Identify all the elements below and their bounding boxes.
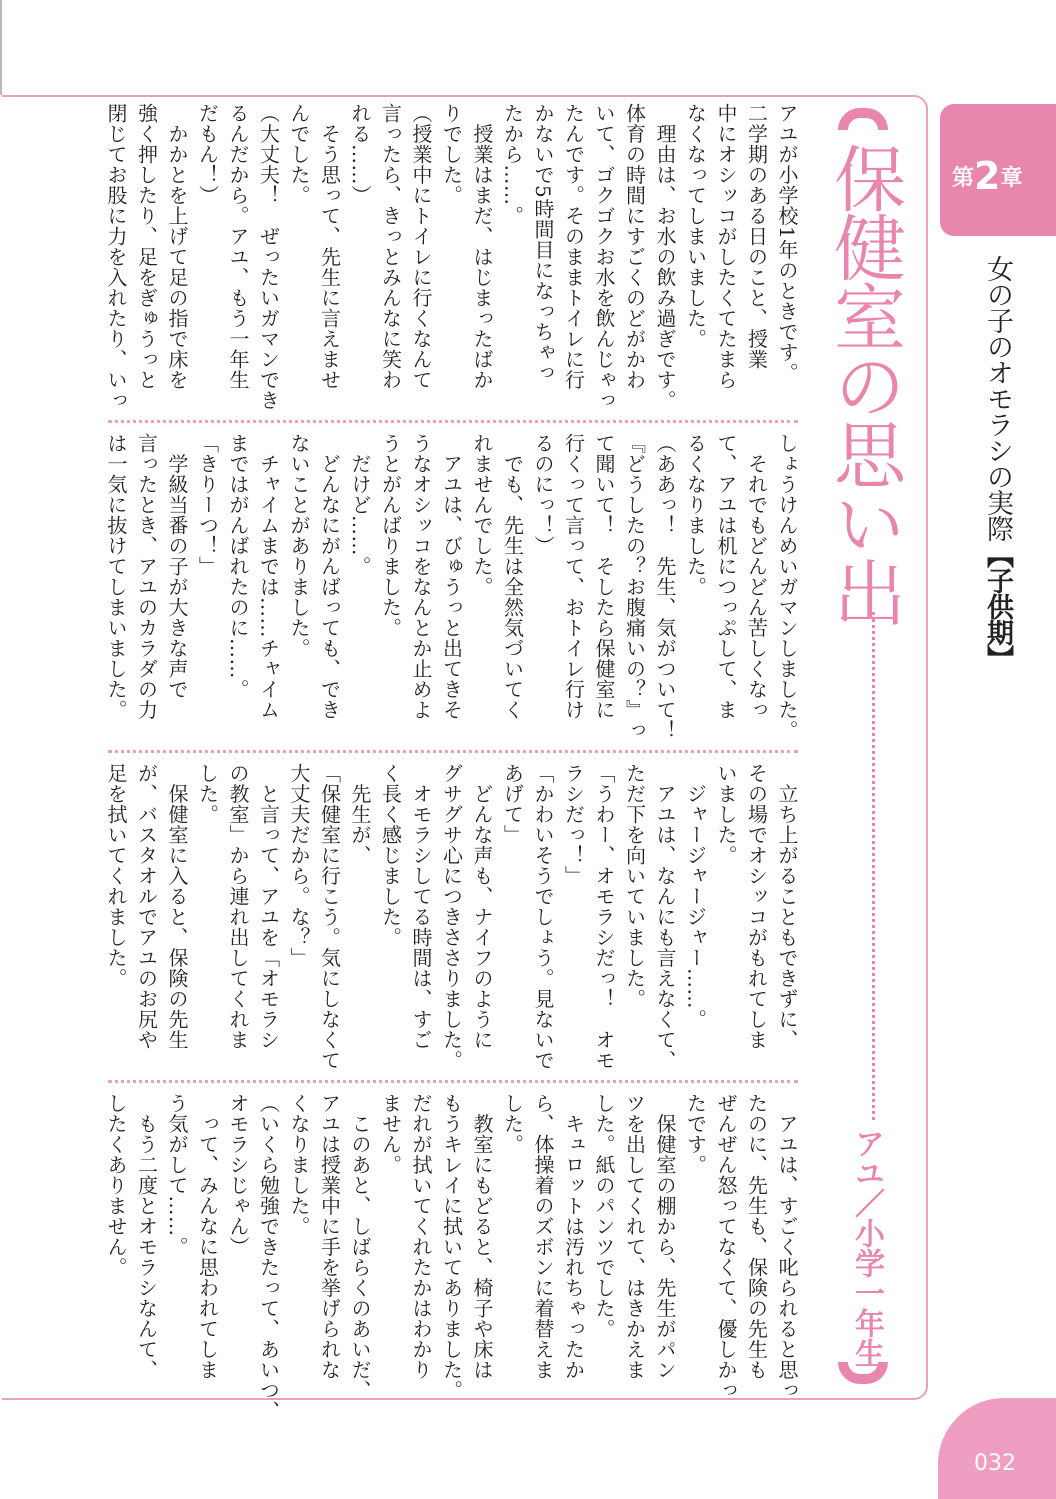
text-column: うとがんばりました。 xyxy=(378,433,403,638)
text-column: いて、ゴクゴクお水を飲んじゃっ xyxy=(592,103,616,411)
text-column: 学級当番の子が大きな声で xyxy=(165,433,189,700)
text-column: って、みんなに思われてしま xyxy=(195,1093,220,1380)
text-column: しょうけんめいガマンしました。 xyxy=(775,433,799,741)
text-column: の教室」から連れ出してくれま xyxy=(226,763,250,1050)
text-column: うなオシッコをなんとか止めよ xyxy=(409,433,433,720)
text-column: グサグサ心につきささりました。 xyxy=(439,763,464,1071)
text-column: ら、体操着のズボンに着替えま xyxy=(531,1093,555,1380)
text-column: たです。 xyxy=(683,1093,708,1175)
tier-dotted-divider xyxy=(108,1080,798,1083)
text-column: オモラシじゃん） xyxy=(226,1093,250,1257)
text-column: かかとを上げて足の指で床を xyxy=(165,103,189,390)
text-column: と言って、アユを「オモラシ xyxy=(256,763,281,1050)
text-column: 保健室に入ると、保険の先生 xyxy=(165,763,189,1050)
text-column: りでした。 xyxy=(439,103,464,206)
text-column: 閉じてお股に力を入れたり、いっ xyxy=(104,103,128,411)
text-column: んでした。 xyxy=(287,103,311,206)
text-column: う気がして……。 xyxy=(165,1093,189,1257)
text-column: ラシだっ！」 xyxy=(561,763,586,886)
text-column: 立ち上がることもできずに、 xyxy=(775,763,799,1050)
text-column: このあと、しばらくのあいだ、 xyxy=(348,1093,372,1401)
article-title: 保健室の思い出 xyxy=(822,142,906,625)
text-column: （授業中にトイレに行くなんて xyxy=(409,103,433,390)
text-tier-1 xyxy=(101,103,802,415)
text-column: ぜんぜん怒ってなくて、優しかっ xyxy=(714,1093,738,1401)
tier-dotted-divider xyxy=(108,420,798,423)
text-column: アユは授業中に手を挙げられな xyxy=(317,1093,342,1380)
text-column: て聞いて！ そしたら保健室に xyxy=(592,433,616,720)
text-column: でも、先生は全然気づいてく xyxy=(500,433,525,720)
text-column: もう二度とオモラシなんて、 xyxy=(134,1093,159,1380)
article-author: アユ／小学一年生 xyxy=(849,1128,884,1368)
text-column: どんなにがんばっても、でき xyxy=(317,433,342,720)
text-column: るくなりました。 xyxy=(683,433,708,597)
text-column: 「保健室に行こう。気にしなくて xyxy=(317,763,342,1071)
text-column: その場でオシッコがもれてしま xyxy=(744,763,769,1050)
text-column: チャイムまでは……チャイム xyxy=(256,433,281,720)
text-column: は一気に抜けてしまいました。 xyxy=(104,433,128,720)
text-column: オモラシしてる時間は、すご xyxy=(409,763,433,1050)
text-column: アユは、なんにも言えなくて、 xyxy=(653,763,677,1071)
text-column: るのにっ！） xyxy=(531,433,555,556)
text-tier-2 xyxy=(101,433,802,745)
text-column: れる……） xyxy=(348,103,372,206)
text-column: あげて」 xyxy=(500,763,525,845)
text-column: 体育の時間にすごくのどがかわ xyxy=(622,103,647,390)
page-number-badge xyxy=(938,1398,1056,1499)
text-column: 言ったら、きっとみんなに笑わ xyxy=(378,103,403,390)
chapter-prefix: 第 xyxy=(952,166,975,191)
text-column: した。 xyxy=(500,1093,525,1155)
text-column: それでもどんどん苦しくなっ xyxy=(744,433,769,720)
text-column: 授業はまだ、はじまったばか xyxy=(470,103,494,390)
text-column: （大丈夫！ ぜったいガマンでき xyxy=(256,103,281,411)
text-column: 二学期のある日のこと、授業 xyxy=(744,103,769,370)
text-column: ないことがありました。 xyxy=(287,433,311,659)
page-number: 032 xyxy=(974,1451,1016,1476)
text-column: 教室にもどると、椅子や床は xyxy=(470,1093,494,1380)
text-column: ツを出してくれて、はきかえま xyxy=(622,1093,647,1380)
text-column: 中にオシッコがしたくてたまら xyxy=(714,103,738,390)
text-column: まではがんばれたのに……。 xyxy=(226,433,250,700)
text-column: （いくら勉強できたって、あいつ、 xyxy=(256,1093,281,1421)
text-column: した。 xyxy=(195,763,220,825)
text-column: ジャージャージャー……。 xyxy=(683,763,708,1030)
text-column: かないで5時間目になっちゃっ xyxy=(531,103,555,383)
text-column: 大丈夫だから。な？」 xyxy=(287,763,311,968)
chapter-suffix: 章 xyxy=(1000,166,1023,191)
text-column: ただ下を向いていました。 xyxy=(622,763,647,1009)
text-column: （ああっ！ 先生、気がついて！ xyxy=(653,433,677,741)
text-column: くなりました。 xyxy=(287,1093,311,1237)
text-column: アユは、びゅうっと出てきそ xyxy=(439,433,464,720)
text-column: そう思って、先生に言えませ xyxy=(317,103,342,390)
text-column: 「かわいそうでしょう。見ないで xyxy=(531,763,555,1071)
text-column: 理由は、お水の飲み過ぎです。 xyxy=(653,103,677,411)
text-column: なくなってしまいました。 xyxy=(683,103,708,349)
text-column: れませんでした。 xyxy=(470,433,494,597)
text-column: 「きりーつ！」 xyxy=(195,433,220,577)
text-column: アユが小学校1年のときです。 xyxy=(775,103,799,383)
text-column: アユは、すごく叱られると思っ xyxy=(775,1093,799,1401)
text-column: るんだから。アユ、もう一年生 xyxy=(226,103,250,390)
text-column: 行くって言って、おトイレ行け xyxy=(561,433,586,720)
section-heading xyxy=(980,255,1014,671)
text-column: 言ったとき、アユのカラダの力 xyxy=(134,433,159,720)
text-column: 保健室の棚から、先生がパン xyxy=(653,1093,677,1380)
text-column: したくありません。 xyxy=(104,1093,128,1278)
section-title: 女の子のオモラシの実際 xyxy=(982,255,1013,541)
text-column: いました。 xyxy=(714,763,738,866)
text-tier-3 xyxy=(101,763,802,1075)
text-column: だもん！） xyxy=(195,103,220,206)
text-column: した。紙のパンツでした。 xyxy=(592,1093,616,1339)
text-column: もうキレイに拭いてありました。 xyxy=(439,1093,464,1401)
text-column: て、アユは机につっぷして、ま xyxy=(714,433,738,720)
text-column: だれが拭いてくれたかはわかり xyxy=(409,1093,433,1380)
text-column: だけど……。 xyxy=(348,433,372,577)
text-column: が、バスタオルでアユのお尻や xyxy=(134,763,159,1050)
text-column: キュロットは汚れちゃったか xyxy=(561,1093,586,1380)
chapter-number: 2 xyxy=(974,154,1001,198)
text-column: たから……。 xyxy=(500,103,525,226)
text-column: たのに、先生も、保険の先生も xyxy=(744,1093,769,1380)
tier-dotted-divider xyxy=(108,750,798,753)
text-column: 強く押したり、足をぎゅうっと xyxy=(134,103,159,390)
title-dotted-divider xyxy=(872,612,875,1120)
text-column: どんな声も、ナイフのように xyxy=(470,763,494,1050)
text-column: 足を拭いてくれました。 xyxy=(104,763,128,989)
text-column: く長く感じました。 xyxy=(378,763,403,948)
text-column: 『どうしたの？お腹痛いの？』っ xyxy=(622,433,647,741)
text-column: たんです。そのままトイレに行 xyxy=(561,103,586,390)
text-tier-4 xyxy=(101,1093,802,1421)
section-subtitle: 【子供期】 xyxy=(982,541,1013,671)
text-column: 「うわー、オモラシだっ！ オモ xyxy=(592,763,616,1071)
text-column: ません。 xyxy=(378,1093,403,1175)
text-column: 先生が、 xyxy=(348,763,372,866)
page-edge xyxy=(0,0,2,95)
chapter-tab xyxy=(940,104,1056,236)
